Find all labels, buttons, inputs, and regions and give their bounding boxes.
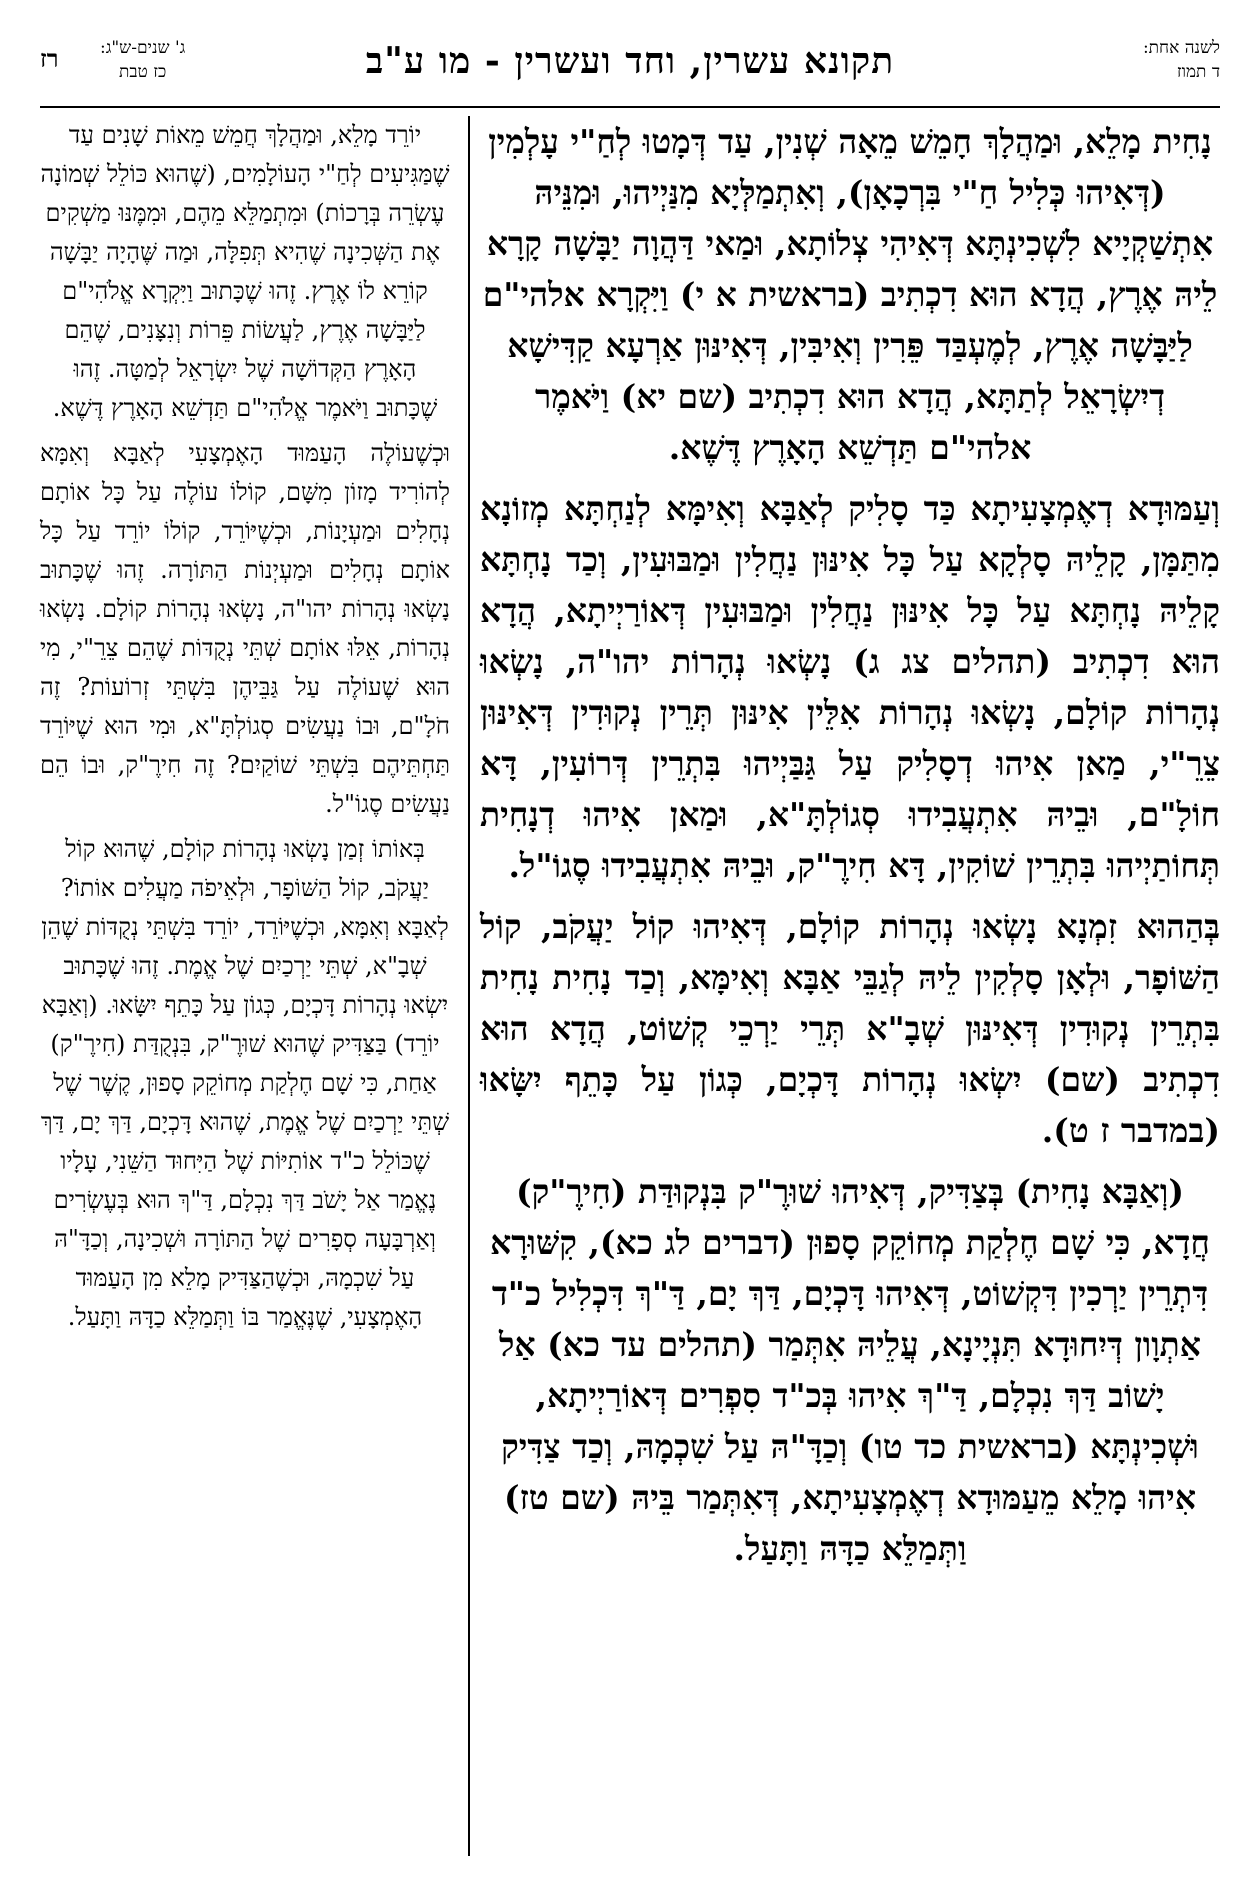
main-paragraph-1: נָחִית מָלֵא, וּמַהֲלָךְ חָמֵשׁ מֵאָה שְׁנִין, עַד דְּמָטוּ לְחַ"י עָלְמִין (דְּאִיהוּ כְּלִיל חַ"י בִּרְכָאָן), וְאִתְמַלְּיָא מִנַּיְיהוּ, וּמִנֵּיהּ אִתְשַׁקְיָיא לִשְׁכִינְתָּא דְּאִיהִי צְלוֹתָא, וּמַאי דַּהֲוָה יַבָּשָׁה קָרָא לֵיהּ אֶרֶץ, הֲדָא הוּא דִכְתִיב (בראשית א י) וַיִּקְרָא אלהי"ם לַיַּבָּשָׁה אֶרֶץ, לְמֶעְבַּד פֵּרִין וְאִיבִּין, דְּאִינּוּן אַרְעָא קַדִּישָׁא דְיִשְׂרָאֵל לְתַתָּא, הֲדָא הוּא דִכְתִיב (שם יא) וַיֹּאמֶר אלהי"ם תַּדְשֵׁא הָאָרֶץ דֶּשֶׁא. [482, 122, 1218, 467]
header-schedule-date-2: כז טבת [118, 62, 167, 82]
header-schedule-label: לשנה אחת: [1142, 38, 1220, 58]
side-paragraph-1: יוֹרֵד מָלֵא, וּמַהֲלָךְ חֲמֵשׁ מֵאוֹת שָׁנִים עַד שֶׁמַּגִּיעִים לְחַ"י הָעוֹלָמִים, (שֶׁהוּא כּוֹלֵל שְׁמוֹנָה עֶשְׂרֵה בְּרָכוֹת) וּמִתְמַלֵּא מֵהֶם, וּמִמֶּנּוּ מַשְׁקִים אֶת הַשְּׁכִינָה שֶׁהִיא תְּפִלָּה, וּמַה שֶּׁהָיָה יַבָּשָׁה קוֹרֵא לוֹ אֶרֶץ. זֶהוּ שֶׁכָּתוּב וַיִּקְרָא אֱלֹהִי"ם לַיַּבָּשָׁה אֶרֶץ, לַעֲשׂוֹת פֵּרוֹת וְנִצָּנִים, שֶׁהֵם הָאָרֶץ הַקְּדוֹשָׁה שֶׁל יִשְׂרָאֵל לְמַטָּה. זֶהוּ שֶׁכָּתוּב וַיֹּאמֶר אֱלֹהִי"ם תַּדְשֵׁא הָאָרֶץ דֶּשֶׁא. [40, 121, 450, 422]
main-paragraph-3: בְּהַהוּא זִמְנָא נָשְׂאוּ נְהָרוֹת קוֹלָם, דְּאִיהוּ קוֹל יַעֲקֹב, קוֹל הַשּׁוֹפָר, וּלְאָן סָלְקִין לֵיהּ לְגַבֵּי אַבָּא וְאִימָּא, וְכַד נָחִית נָחִית בִּתְרֵין נְקוּדִין דְּאִינּוּן שְׁבָ"א תְּרֵי יַרְכֵי קְשׁוֹט, הֲדָא הוּא דִכְתִיב (שם) יִשְׂאוּ נְהָרוֹת דָּכְיָם, כְּגוֹן עַל כָּתֵף יִשָּׂאוּ (במדבר ז ט). [480, 907, 1220, 1150]
translation-column [40, 116, 450, 1337]
page [40, 30, 1220, 1870]
page-title: תקונא עשרין, וחד ועשרין - מו ע"ב [365, 40, 895, 82]
text-columns [40, 116, 1220, 1866]
side-paragraph-3: בְּאוֹתוֹ זְמַן נָשְׂאוּ נְהָרוֹת קוֹלָם, שֶׁהוּא קוֹל יַעֲקֹב, קוֹל הַשּׁוֹפָר, וּלְאֵיפֹה מַעֲלִים אוֹתוֹ? לְאַבָּא וְאִמָּא, וּכְשֶׁיּוֹרֵד, יוֹרֵד בִּשְׁתֵּי נְקֻדּוֹת שֶׁהֵן שְׁבָ"א, שְׁתֵּי יַרְכַיִם שֶׁל אֱמֶת. זֶהוּ שֶׁכָּתוּב יִשְׂאוּ נְהָרוֹת דָּכְיָם, כְּגוֹן עַל כָּתֵף יִשָּׂאוּ. (וְאַבָּא יוֹרֵד) בַּצַּדִּיק שֶׁהוּא שׁוּרֶ"ק, בִּנְקֻדַּת (חִירֶ"ק) אַחַת, כִּי שָׁם חֶלְקַת מְחוֹקֵק סָפוּן, קֶשֶׁר שֶׁל שְׁתֵּי יַרְכַיִם שֶׁל אֱמֶת, שֶׁהוּא דָּכְיָם, דַּךְ יָם, דַּךְ שֶׁכּוֹלֵל כ"ד אוֹתִיּוֹת שֶׁל הַיִּחוּד הַשֵּׁנִי, עָלָיו נֶאֱמַר אַל יָשֹׁב דַּךְ נִכְלָם, דַּ"ךְ הוּא בְּעֶשְׂרִים וְאַרְבָּעָה סְפָרִים שֶׁל הַתּוֹרָה וּשְׁכִינָה, וְכַדָּ"הּ עַל שִׁכְמָהּ, וּכְשֶׁהַצַּדִּיק מָלֵא מִן הָעַמּוּד הָאֶמְצָעִי, שֶׁנֶּאֱמַר בּוֹ וַתְּמַלֵּא כַדָּהּ וַתָּעַל. [40, 835, 450, 1331]
page-header [40, 30, 1220, 108]
page-number: רז [40, 44, 59, 73]
side-paragraph-2: וּכְשֶׁעוֹלֶה הָעַמּוּד הָאֶמְצָעִי לְאַבָּא וְאִמָּא לְהוֹרִיד מָזוֹן מִשָּׁם, קוֹלוֹ עוֹלֶה עַל כָּל אוֹתָם נְחָלִים וּמַעְיָנוֹת, וּכְשֶׁיּוֹרֵד, קוֹלוֹ יוֹרֵד עַל כָּל אוֹתָם נְחָלִים וּמַעְיְנוֹת הַתּוֹרָה. זֶהוּ שֶׁכָּתוּב נָשְׂאוּ נְהָרוֹת יהו"ה, נָשְׂאוּ נְהָרוֹת קוֹלָם. נָשְׂאוּ נְהָרוֹת, אֵלּוּ אוֹתָם שְׁתֵּי נְקֻדּוֹת שֶׁהֵם צֵרֵ"י, מִי הוּא שֶׁעוֹלֶה עַל גַּבֵּיהֶן בִּשְׁתֵּי זְרוֹעוֹת? זֶה חֹלָ"ם, וּבוֹ נַעֲשִׂים סְגוֹלְתָּ"א, וּמִי הוּא שֶׁיּוֹרֵד תַּחְתֵּיהֶם בִּשְׁתֵּי שׁוֹקַיִם? זֶה חִירֶ"ק, וּבוֹ הֵם נַעֲשִׂים סֶגוֹ"ל. [40, 439, 450, 818]
main-aramaic-column [480, 116, 1220, 1574]
header-schedule-three-years [100, 36, 185, 84]
main-paragraph-2: וְעַמּוּדָא דְאֶמְצָעִיתָא כַּד סָלִיק לְאַבָּא וְאִימָּא לְנַחְתָּא מְזוֹנָא מִתַּמָּן, קָלֵיהּ סָלְקָא עַל כָּל אִינּוּן נַחֲלִין וּמַבּוּעִין, וְכַד נָחְתָּא קָלֵיהּ נָחְתָּא עַל כָּל אִינּוּן נַחֲלִין וּמַבּוּעִין דְּאוֹרַיְיתָא, הֲדָא הוּא דִכְתִיב (תהלים צג ג) נָשְׂאוּ נְהָרוֹת יהו"ה, נָשְׂאוּ נְהָרוֹת קוֹלָם, נָשְׂאוּ נְהָרוֹת אִלֵּין אִינּוּן תְּרֵין נְקוּדִין דְּאִינּוּן צֵרֵ"י, מַאן אִיהוּ דְסָלִיק עַל גַּבַּיְיהוּ בִּתְרֵין דְּרוֹעִין, דָּא חוֹלָ"ם, וּבֵיהּ אִתְעֲבִידוּ סְגוֹלְתָּ"א, וּמַאן אִיהוּ דְנָחִית תְּחוֹתַיְיהוּ בִּתְרֵין שׁוֹקִין, דָּא חִירֶ"ק, וּבֵיהּ אִתְעֲבִידוּ סֶגוֹ"ל. [480, 489, 1220, 885]
header-schedule-label-2: ג' שנים-ש"ג: [100, 38, 186, 58]
header-schedule-date: ד תמוז [1176, 62, 1220, 82]
main-paragraph-4: (וְאַבָּא נָחִית) בְּצַדִּיק, דְּאִיהוּ שׁוּרֶ"ק בִּנְקוּדַּת (חִירֶ"ק) חֲדָא, כִּי שָׁם חֶלְקַת מְחוֹקֵק סָפוּן (דברים לג כא), קִשּׁוּרָא דִּתְרֵין יַרְכִין דִּקְשׁוֹט, דְּאִיהוּ דָּכְיָם, דַּךְ יָם, דַּ"ךְ דִּכְלִיל כ"ד אַתְוָון דְּיִחוּדָא תִּנְיָינָא, עֲלֵיהּ אִתְּמַר (תהלים עד כא) אַל יָשׁוֹב דַּךְ נִכְלָם, דַּ"ךְ אִיהוּ בְּכ"ד סִפְרִים דְּאוֹרַיְיתָא, וּשְׁכִינְתָּא (בראשית כד טו) וְכַדָּ"הּ עַל שִׁכְמָהּ, וְכַד צַדִּיק אִיהוּ מָלֵא מֵעַמּוּדָא דְאֶמְצָעִיתָא, דְּאִתְּמַר בֵּיהּ (שם טז) וַתְּמַלֵּא כַדָּהּ וַתָּעַל. [490, 1172, 1210, 1568]
column-divider [468, 116, 470, 1856]
